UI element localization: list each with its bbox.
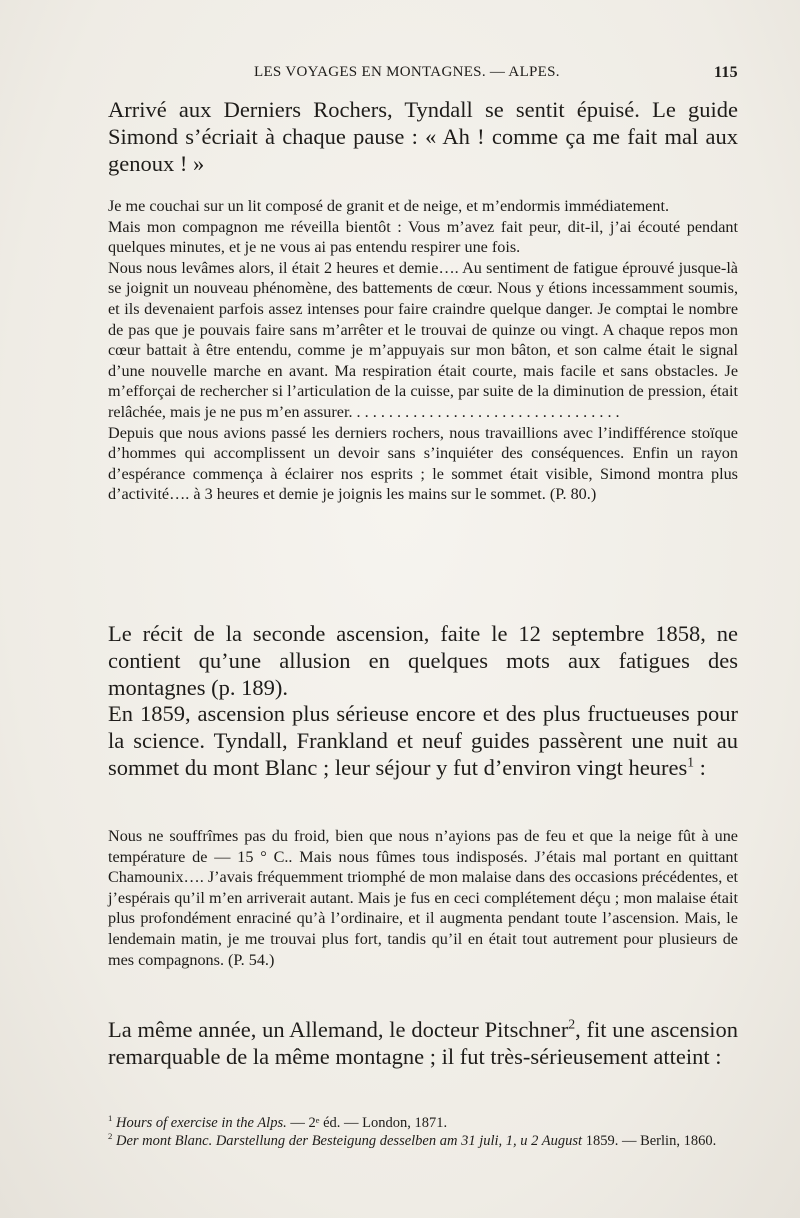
quote1-paragraph-4: Depuis que nous avions passé les derniers rochers, nous travaillions avec l’indifférence stoïque d’hommes qui accomplissent un devoir sans s’inquiéter des conséquences. Enfin un rayon d’espérance commença à éclairer nos esprits ; le sommet était visible, Simond montra plus d’activité…. à 3 heures et demie je joignis les mains sur le sommet. (P. 80.) xyxy=(108,423,738,504)
footnotes xyxy=(108,1114,738,1150)
footnote-1 xyxy=(108,1114,738,1132)
page-number: 115 xyxy=(713,64,738,81)
footnote-rest: — 2ᵉ éd. — London, 1871. xyxy=(286,1115,448,1131)
quote1-paragraph-3: Nous nous levâmes alors, il était 2 heures et demie…. Au sentiment de fatigue éprouvé jusque-là se joignit un nouveau phénomène, des battements de cœur. Nous y étions incessamment soumis, et ils devenaient parfois assez intenses pour faire craindre quelque danger. Je comptai le nombre de pas que je pouvais faire sans m’arrêter et le trouvai de quinze ou vingt. A chaque repos mon cœur battait à être entendu, comme je m’appuyais sur mon bâton, et son calme était le signal d’une nouvelle marche en avant. Ma respiration était courte, mais facile et sans obstacles. Je m’efforçai de rechercher si l’articulation de la cuisse, par suite de la diminution de pression, était relâchée, mais je ne pus m’en assurer. . . . . . . . . . . . . . . . . . . . . . . . . . . . . . . . . . xyxy=(108,258,738,421)
quote1-paragraph-1: Je me couchai sur un lit composé de granit et de neige, et m’endormis immédiatement. xyxy=(108,197,669,215)
paragraph-text-a: La même année, un Allemand, le docteur Pitschner xyxy=(108,1017,569,1042)
paragraph-text: En 1859, ascension plus sérieuse encore et des plus fructueuses pour la science. Tyndall, Frankland et neuf guides passèrent une nuit au sommet du mont Blanc ; leur séjour y fut d’environ vingt heures xyxy=(108,701,738,780)
quotation-block-1 xyxy=(108,196,738,505)
footnote-ref-2: 2 xyxy=(568,1016,576,1032)
footnote-mark: 2 xyxy=(108,1131,113,1142)
footnote-mark: 1 xyxy=(108,1113,113,1124)
paragraph-1859-ascension xyxy=(108,700,738,781)
paragraph-text-b: , fit une ascension remarquable de la même montagne ; il fut très-sérieusement atteint : xyxy=(108,1017,738,1069)
footnote-title: Der mont Blanc. Darstellung der Besteigung desselben am 31 juli, 1, u 2 August xyxy=(115,1133,583,1149)
running-header xyxy=(86,64,738,86)
footnote-2 xyxy=(108,1132,738,1150)
footnote-rest: 1859. — Berlin, 1860. xyxy=(582,1133,717,1149)
quote1-paragraph-2: Mais mon compagnon me réveilla bientôt : Vous m’avez fait peur, dit-il, j’ai écouté pendant quelques minutes, et je ne vous ai pas entendu respirer une fois. xyxy=(108,217,738,257)
paragraph-second-ascension: Le récit de la seconde ascension, faite le 12 septembre 1858, ne contient qu’une allusion en quelques mots aux fatigues des montagnes (p. 189). xyxy=(108,621,738,700)
paragraph-tyndall-exhausted xyxy=(108,96,738,177)
footnote-title: Hours of exercise in the Alps. xyxy=(115,1115,287,1131)
paragraph-pitschner xyxy=(108,1016,738,1070)
footnote-ref-1: 1 xyxy=(687,754,695,770)
running-title: LES VOYAGES EN MONTAGNES. — ALPES. xyxy=(254,64,560,80)
paragraph-text: Arrivé aux Derniers Rochers, Tyndall se sentit épuisé. Le guide Simond s’écriait à chaque pause : « Ah ! comme ça me fait mal aux genoux ! » xyxy=(108,97,738,176)
paragraph-tail: : xyxy=(694,755,706,780)
quotation-block-2: Nous ne souffrîmes pas du froid, bien que nous n’ayions pas de feu et que la neige fût à une température de — 15 ° C.. Mais nous fûmes tous indisposés. J’étais mal portant en quittant Chamounix…. J’avais fréquemment triomphé de mon malaise dans des occasions précédentes, et j’espérais qu’il m’en arriverait autant. Mais je fus en ceci complétement déçu ; mon malaise était plus profondément enraciné qu’à l’ordinaire, et il augmenta pendant toute l’ascension. Mais, le lendemain matin, je me trouvai plus fort, tandis qu’il en était tout autrement pour plusieurs de mes compagnons. (P. 54.) xyxy=(108,827,738,969)
